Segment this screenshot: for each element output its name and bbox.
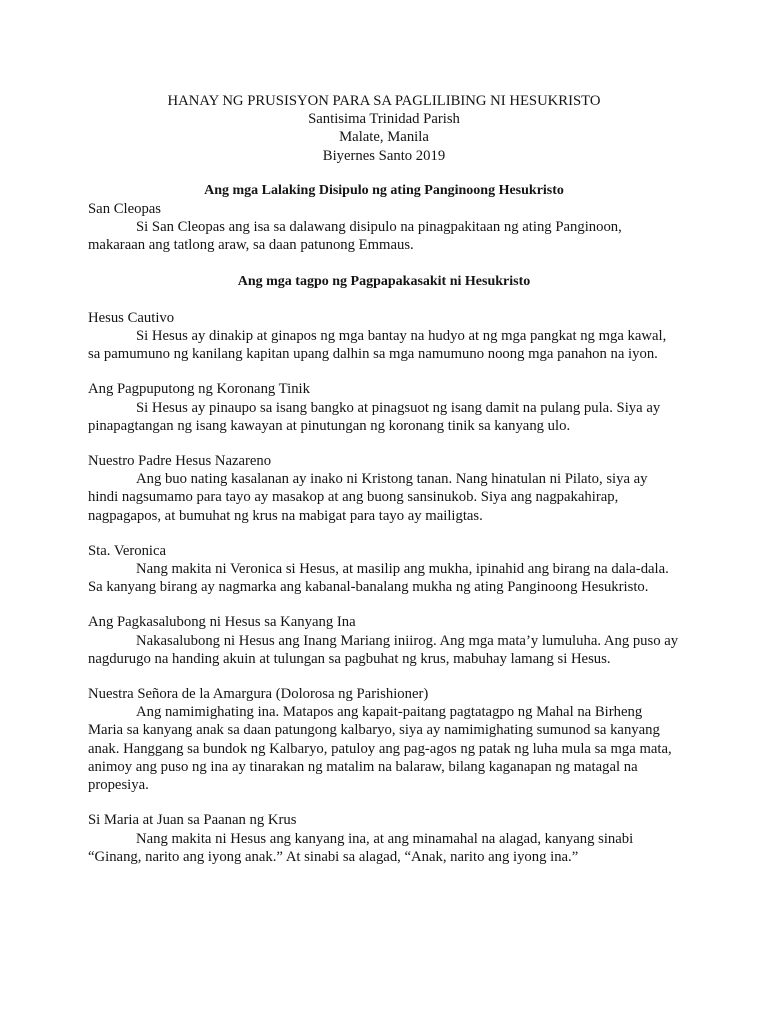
entry-title: Nuestro Padre Hesus Nazareno: [88, 453, 272, 470]
entry-title: Nuestra Señora de la Amargura (Dolorosa ng Parishioner): [88, 686, 429, 703]
entry-title: Sta. Veronica: [88, 542, 167, 559]
document-title: HANAY NG PRUSISYON PARA SA PAGLILIBING NI HESUKRISTO: [167, 93, 601, 109]
document-page: [88, 92, 680, 866]
entry-body: Nang makita ni Veronica si Hesus, at masilip ang mukha, ipinahid ang birang na dala-dala. Sa kanyang birang ay nagmarka ang kabanal-banalang mukha ng ating Panginoong Hesukristo.: [88, 561, 669, 596]
entry-maria-at-juan: [88, 811, 680, 866]
entry-title: Ang Pagpuputong ng Koronang Tinik: [88, 381, 310, 398]
parish-name: Santisima Trinidad Parish: [308, 111, 460, 128]
entry-pagkasalubong: [88, 613, 680, 668]
entry-koronang-tinik: [88, 380, 680, 435]
entry-body: Ang buo nating kasalanan ay inako ni Kristong tanan. Nang hinatulan ni Pilato, siya ay hindi nagsumamo para tayo ay masakop at ang buong sansinukob. Siya ang nagpakahirap, nagpagapos, at bumuhat ng krus na mabigat para tayo ay mailigtas.: [88, 471, 648, 524]
entry-body: Si San Cleopas ang isa sa dalawang disipulo na pinagpakitaan ng ating Panginoon, makaraan ang tatlong araw, sa daan patunong Emmaus.: [88, 219, 622, 254]
entry-title: Ang Pagkasalubong ni Hesus sa Kanyang Ina: [88, 614, 356, 631]
entry-san-cleopas: [88, 200, 680, 255]
entry-sta-veronica: [88, 542, 680, 597]
entry-body: Si Hesus ay dinakip at ginapos ng mga bantay na hudyo at ng mga pangkat ng mga kawal, sa pamumuno ng kanilang kapitan upang dalhin sa mga namumuno noong mga panahon na iyon.: [88, 328, 667, 363]
section-heading-passion-scenes: Ang mga tagpo ng Pagpapakasakit ni Hesukristo: [237, 273, 531, 289]
entry-title: Si Maria at Juan sa Paanan ng Krus: [88, 812, 297, 829]
parish-location: Malate, Manila: [339, 129, 429, 146]
entry-body: Si Hesus ay pinaupo sa isang bangko at pinagsuot ng isang damit na pulang pula. Siya ay pinapagtangan ng isang kawayan at pinutungan ng koronang tinik sa kanyang ulo.: [88, 399, 661, 434]
section-heading-disciples: Ang mga Lalaking Disipulo ng ating Panginoong Hesukristo: [204, 182, 564, 198]
entry-body: Nakasalubong ni Hesus ang Inang Mariang iniirog. Ang mga mata’y lumuluha. Ang puso ay nagdurugo na handing akuin at tulungan sa pagbuhat ng krus, mabuhay lamang si Hesus.: [88, 632, 679, 667]
entry-title: San Cleopas: [88, 201, 162, 218]
entry-body: Nang makita ni Hesus ang kanyang ina, at ang minamahal na alagad, kanyang sinabi “Ginang, narito ang iyong anak.” At sinabi sa alagad, “Anak, narito ang iyong ina.”: [88, 830, 634, 865]
entry-hesus-cautivo: [88, 309, 680, 364]
event-date: Biyernes Santo 2019: [322, 147, 446, 164]
document-header: [88, 92, 680, 165]
entry-dolorosa: [88, 685, 680, 794]
entry-title: Hesus Cautivo: [88, 309, 175, 326]
entry-body: Ang namimighating ina. Matapos ang kapait-paitang pagtatagpo ng Mahal na Birheng Maria sa kanyang anak sa daan patungong kalbaryo, siya ay namimighating sumunod sa kanyang anak. Hanggang sa bundok ng Kalbaryo, patuloy ang pag-agos ng patak ng luha mula sa mga mata, animoy ang puso ng ina ay tinarakan ng matalim na balaraw, bilang kaganapan ng matagal na propesiya.: [88, 704, 672, 794]
entry-hesus-nazareno: [88, 452, 680, 525]
